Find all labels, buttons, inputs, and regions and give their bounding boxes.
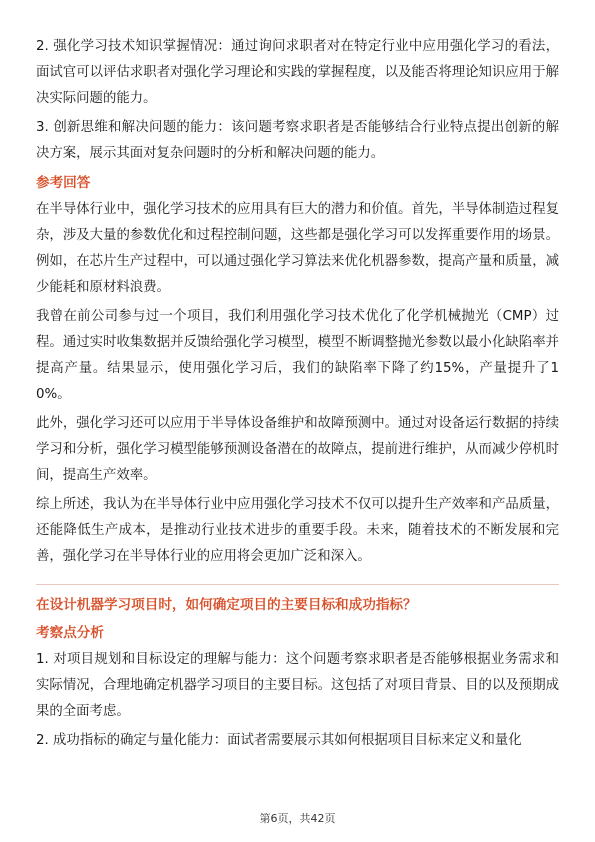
answer-paragraph: 在半导体行业中，强化学习技术的应用具有巨大的潜力和价值。首先，半导体制造过程复杂，涉及大量的参数优化和过程控制问题，这些都是强化学习可以发挥重要作用的场景。例如，在芯片生产过程中，可以通过强化学习算法来优化机器参数，提高产量和质量，减少能耗和原材料浪费。 [36, 202, 559, 295]
page-content [36, 34, 559, 754]
analysis-item: 1. 对项目规划和目标设定的理解与能力：这个问题考察求职者是否能够根据业务需求和实际情况，合理地确定机器学习项目的主要目标。这包括了对项目背景、目的以及预期成果的全面考虑。 [36, 652, 559, 719]
reference-answer-heading: 参考回答 [36, 175, 91, 191]
answer-paragraph: 我曾在前公司参与过一个项目，我们利用强化学习技术优化了化学机械抛光（CMP）过程。通过实时收集数据并反馈给强化学习模型，模型不断调整抛光参数以最小化缺陷率并提高产量。结果显示，使用强化学习后，我们的缺陷率下降了约15%，产量提升了10%。 [36, 309, 559, 402]
analysis-item: 2. 成功指标的确定与量化能力：面试者需要展示其如何根据项目目标来定义和量化 [36, 733, 522, 748]
question-divider [36, 584, 559, 585]
analysis-heading: 考察点分析 [36, 625, 104, 641]
page-number: 第6页，共42页 [259, 812, 336, 825]
question-title: 在设计机器学习项目时，如何确定项目的主要目标和成功指标？ [36, 597, 417, 613]
analysis-item: 2. 强化学习技术知识掌握情况：通过询问求职者对在特定行业中应用强化学习的看法，面试官可以评估求职者对强化学习理论和实践的掌握程度，以及能否将理论知识应用于解决实际问题的能力。 [36, 39, 559, 106]
answer-paragraph: 综上所述，我认为在半导体行业中应用强化学习技术不仅可以提升生产效率和产品质量，还能降低生产成本，是推动行业技术进步的重要手段。未来，随着技术的不断发展和完善，强化学习在半导体行业的应用将会更加广泛和深入。 [36, 497, 559, 564]
analysis-item: 3. 创新思维和解决问题的能力：该问题考察求职者是否能够结合行业特点提出创新的解决方案，展示其面对复杂问题时的分析和解决问题的能力。 [36, 120, 559, 161]
answer-paragraph: 此外，强化学习还可以应用于半导体设备维护和故障预测中。通过对设备运行数据的持续学习和分析，强化学习模型能够预测设备潜在的故障点，提前进行维护，从而减少停机时间，提高生产效率。 [36, 416, 559, 483]
